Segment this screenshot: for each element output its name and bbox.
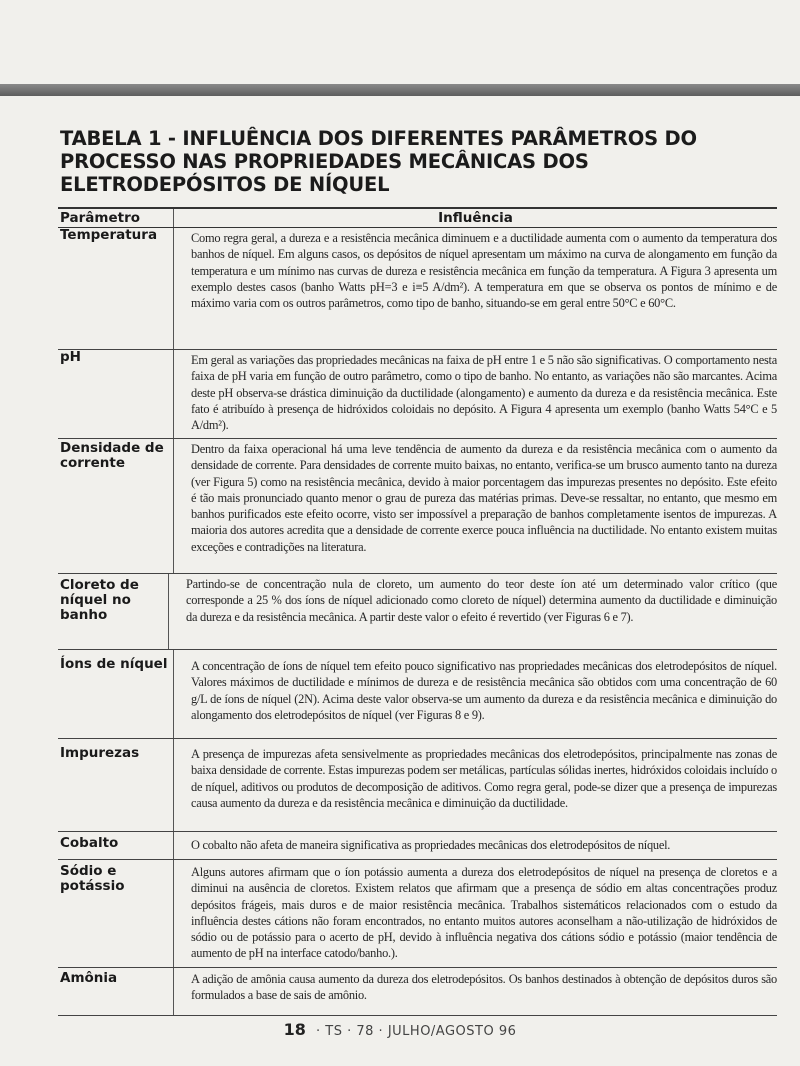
page-footer	[0, 1020, 800, 1039]
parameter-cell: Amônia	[60, 970, 118, 986]
influence-cell: Alguns autores afirmam que o íon potássio aumenta a dureza dos eletrodepósitos de níquel na presença de cloretos e a diminui na ausência de cloretos. Existem relatos que afirmam que a presença de sódio em altas concentrações produz depósitos frágeis, mais duros e de maior resistência mecânica. Trabalhos sistemáticos relacionados com o estudo da influência destes cátions não foram encontrados, no entanto muitos autores aconselham a não-utilização de hidróxidos de sódio ou de potássio para o acerto de pH, devido à influência negativa dos cátions sódio e potássio (maior tendência de aumento de pH na interface catodo/banho.).	[173, 860, 777, 967]
parameter-cell: pH	[60, 349, 81, 365]
influence-cell: Dentro da faixa operacional há uma leve tendência de aumento da dureza e da resistência mecânica com o aumento da densidade de corrente. Para densidades de corrente muito baixas, no entanto, verifica-se um brusco aumento tanto na dureza (ver Figura 5) como na resistência mecânica, devido à maior porcentagem das impurezas presentes no depósito. Este efeito é tão mais pronunciado quanto menor o grau de pureza das matérias primas. Deve-se ressaltar, no entanto, que mesmo em banhos purificados este efeito ocorre, visto ser impossível a preparação de banhos completamente isentos de impurezas. A maioria dos autores acredita que a densidade de corrente exerce pouca influência na ductilidade. No entanto existem muitas exceções e contradições na literatura.	[173, 439, 777, 573]
table-row-impurezas	[58, 739, 777, 832]
parameter-cell: Densidade de corrente	[60, 440, 164, 471]
table-title	[60, 127, 760, 196]
title-line-3: ELETRODEPÓSITOS DE NÍQUEL	[60, 173, 390, 196]
table-header-row	[58, 209, 777, 228]
parameter-cell: Cloreto de níquel no banho	[60, 577, 139, 623]
table-row-cloreto-de-niquel	[58, 574, 777, 650]
publication-reference: · TS · 78 · JULHO/AGOSTO 96	[316, 1024, 517, 1039]
table-row-cobalto	[58, 832, 777, 860]
parameter-cell: Impurezas	[60, 745, 140, 761]
title-line-1: TABELA 1 - INFLUÊNCIA DOS DIFERENTES PARÂMETROS DO	[60, 127, 697, 150]
influence-cell: Como regra geral, a dureza e a resistência mecânica diminuem e a ductilidade aumenta com o aumento da temperatura dos banhos de níquel. Em alguns casos, os depósitos de níquel apresentam um máximo na curva de alongamento em função da temperatura e um mínimo nas curvas de dureza e resistência mecânica em função da temperatura. A Figura 3 apresenta um exemplo destes casos (banho Watts pH=3 e i≡5 A/dm²). A temperatura em que se observa os pontos de mínimo e de máximo varia com os outros parâmetros, como tipo de banho, situando-se em geral entre 50°C e 60°C.	[173, 228, 777, 349]
influence-cell: Em geral as variações das propriedades mecânicas na faixa de pH entre 1 e 5 não são significativas. O comportamento nesta faixa de pH varia em função de outro parâmetro, como o tipo de banho. No entanto, as variações não são marcantes. Acima deste pH observa-se drástica diminuição da ductilidade (alongamento) e aumento da dureza e da resistência mecânica. Este fato é atribuído à presença de hidróxidos coloidais no depósito. A Figura 4 apresenta um exemplo (banho Watts 54°C e 5 A/dm²).	[173, 350, 777, 438]
column-header-parameter: Parâmetro	[60, 210, 141, 226]
header-rule	[0, 84, 800, 96]
column-header-influence: Influência	[173, 209, 777, 227]
influence-cell: A presença de impurezas afeta sensivelmente as propriedades mecânicas dos eletrodepósitos, principalmente nas zonas de baixa densidade de corrente. Estas impurezas podem ser metálicas, partículas sólidas inertes, hidróxidos coloidais incluído o de níquel, aditivos ou produtos de decomposição de aditivos. Como regra geral, pode-se dizer que a presença de impurezas causa aumento da dureza e da resistência mecânica e diminuição da ductilidade.	[173, 739, 777, 831]
influence-cell: Partindo-se de concentração nula de cloreto, um aumento do teor deste íon até um determinado valor crítico (que corresponde a 25 % dos íons de níquel adicionado como cloreto de níquel) determina aumento da ductilidade e diminuição da dureza e da resistência mecânica. A partir deste valor o efeito é revertido (ver Figuras 6 e 7).	[168, 574, 777, 649]
table-row-ions-de-niquel	[58, 650, 777, 739]
parameter-cell: Cobalto	[60, 835, 119, 851]
table-row-densidade-de-corrente	[58, 439, 777, 574]
table-row-sodio-e-potassio	[58, 860, 777, 968]
title-line-2: PROCESSO NAS PROPRIEDADES MECÂNICAS DOS	[60, 150, 589, 173]
table-row-ph	[58, 350, 777, 439]
parameters-table	[58, 207, 777, 1016]
parameter-cell: Íons de níquel	[60, 656, 168, 672]
influence-cell: O cobalto não afeta de maneira significativa as propriedades mecânicas dos eletrodepósitos de níquel.	[173, 832, 777, 859]
parameter-cell: Sódio e potássio	[60, 863, 125, 894]
table-row-amonia	[58, 968, 777, 1016]
page-number: 18	[283, 1020, 306, 1039]
influence-cell: A adição de amônia causa aumento da dureza dos eletrodepósitos. Os banhos destinados à obtenção de depósitos duros são formulados a base de sais de amônio.	[173, 968, 777, 1015]
parameter-cell: Temperatura	[60, 227, 158, 243]
table-row-temperatura	[58, 228, 777, 350]
influence-cell: A concentração de íons de níquel tem efeito pouco significativo nas propriedades mecânicas dos eletrodepósitos de níquel. Valores máximos de ductilidade e mínimos de dureza e de resistência mecânica são obtidos com uma concentração de 60 g/L de íons de níquel (2N). Acima deste valor observa-se um aumento da dureza e da resistência mecânica e diminuição do alongamento dos eletrodepósitos de níquel (ver Figuras 8 e 9).	[173, 650, 777, 738]
